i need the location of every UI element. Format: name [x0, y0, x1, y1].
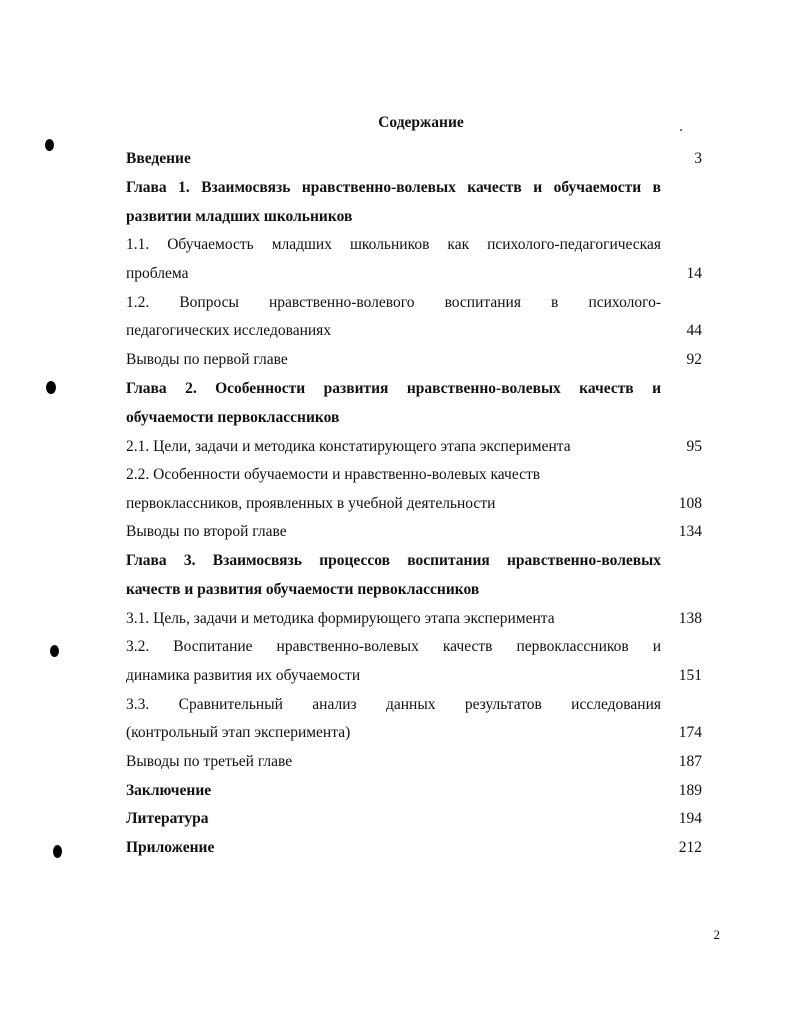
toc-page-3-2: 151	[678, 667, 702, 684]
page-title: Содержание	[378, 114, 464, 131]
toc-entry-1-2-line-2: педагогических исследованиях	[126, 322, 332, 339]
punch-hole-mark	[45, 139, 54, 151]
toc-page-conclusions-3: 187	[678, 753, 702, 770]
toc-entry-conclusion: Заключение	[126, 782, 212, 799]
toc-page-3-3: 174	[678, 724, 702, 741]
toc-entry-2-2-line-2: первоклассников, проявленных в учебной деятельности	[126, 495, 496, 512]
page-number: 2	[713, 927, 720, 942]
toc-entry-3-2-line-2: динамика развития их обучаемости	[126, 667, 361, 684]
toc-page-conclusions-2: 134	[678, 523, 702, 540]
toc-entry-conclusions-2: Выводы по второй главе	[126, 523, 287, 540]
toc-entry-2-2-line-1: 2.2. Особенности обучаемости и нравственно-волевых качеств	[126, 466, 541, 483]
punch-hole-mark	[50, 645, 59, 657]
toc-entry-3-1: 3.1. Цель, задачи и методика формирующего этапа эксперимента	[126, 610, 555, 627]
toc-page-introduction: 3	[694, 150, 702, 167]
toc-entry-chapter-3-line-2: качеств и развития обучаемости первоклассников	[126, 581, 480, 598]
toc-entry-3-3-line-2: (контрольный этап эксперимента)	[126, 724, 351, 741]
toc-entry-literature: Литература	[126, 810, 209, 827]
toc-page-3-1: 138	[678, 610, 702, 627]
toc-entry-1-1-line-1: 1.1. Обучаемость младших школьников как психолого-педагогическая	[126, 236, 661, 253]
toc-page-literature: 194	[678, 810, 702, 827]
punch-hole-mark	[46, 381, 56, 394]
toc-entry-appendix: Приложение	[126, 839, 215, 856]
toc-entry-chapter-1-line-1: Глава 1. Взаимосвязь нравственно-волевых качеств и обучаемости в	[126, 179, 661, 196]
toc-entry-3-3-line-1: 3.3. Сравнительный анализ данных результатов исследования	[126, 696, 661, 713]
toc-entry-1-2-line-1: 1.2. Вопросы нравственно-волевого воспитания в психолого-	[126, 294, 661, 311]
toc-entry-introduction: Введение	[126, 150, 191, 167]
punch-hole-mark	[53, 845, 62, 858]
toc-page-1-1: 14	[686, 265, 702, 282]
toc-page-2-1: 95	[686, 438, 702, 455]
toc-entry-chapter-3-line-1: Глава 3. Взаимосвязь процессов воспитания нравственно-волевых	[126, 552, 661, 569]
toc-page-1-2: 44	[686, 322, 702, 339]
toc-entry-chapter-2-line-2: обучаемости первоклассников	[126, 409, 340, 426]
toc-entry-chapter-1-line-2: развитии младших школьников	[126, 208, 353, 225]
toc-entry-chapter-2-line-1: Глава 2. Особенности развития нравственно-волевых качеств и	[126, 380, 661, 397]
toc-page-conclusion: 189	[678, 782, 702, 799]
scan-speck	[680, 129, 682, 131]
toc-page-conclusions-1: 92	[686, 351, 702, 368]
toc-page-2-2: 108	[678, 495, 702, 512]
toc-entry-conclusions-1: Выводы по первой главе	[126, 351, 288, 368]
toc-entry-conclusions-3: Выводы по третьей главе	[126, 753, 293, 770]
toc-entry-2-1: 2.1. Цели, задачи и методика констатирующего этапа эксперимента	[126, 438, 571, 455]
toc-entry-1-1-line-2: проблема	[126, 265, 189, 282]
toc-page-appendix: 212	[678, 839, 702, 856]
toc-entry-3-2-line-1: 3.2. Воспитание нравственно-волевых качеств первоклассников и	[126, 638, 661, 655]
